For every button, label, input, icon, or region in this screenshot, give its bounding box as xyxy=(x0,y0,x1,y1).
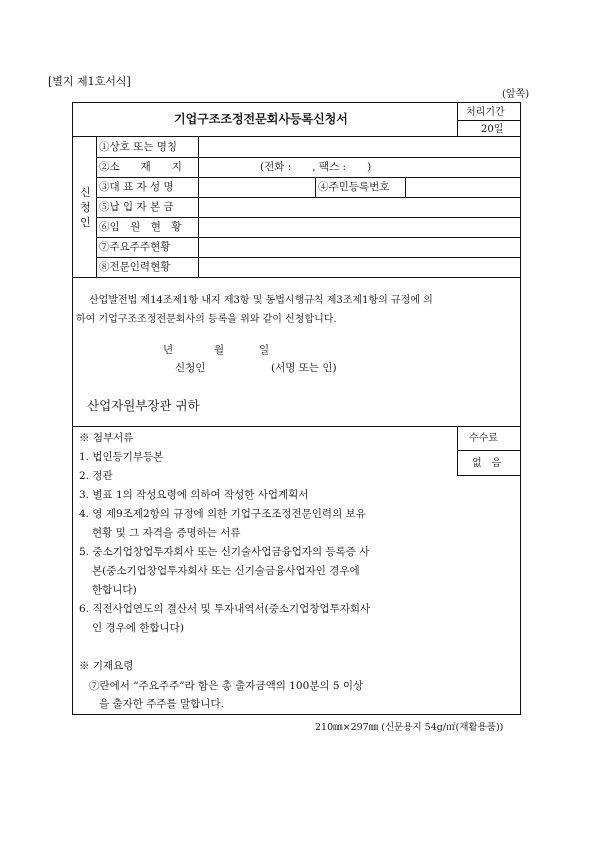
page-side-label: (앞쪽) xyxy=(502,89,530,100)
attachment-item-continued: 본(중소기업창업투자회사 또는 신기술금융사업자인 경우에 xyxy=(92,565,360,577)
date-day-label: 일 xyxy=(259,344,270,356)
field-contact-phone-fax: (전화 : , 팩스 : ) xyxy=(260,161,372,173)
attachment-item: 3. 별표 1의 작성요령에 의하여 작성한 사업계획서 xyxy=(79,489,309,501)
fee-label: 수수료 xyxy=(469,433,498,444)
fee-value: 없 음 xyxy=(472,458,502,469)
applicant-signature-label: 신청인 xyxy=(175,362,206,374)
field-label-professional-staff: ⑧전문인력현황 xyxy=(99,261,171,273)
applicant-label-2: 청 xyxy=(80,201,91,214)
field-label-representative-name: ③대 표 자 성 명 xyxy=(99,181,174,193)
attachment-item-continued: 현황 및 그 자격을 증명하는 서류 xyxy=(92,527,241,539)
signature-or-seal-label: (서명 또는 인) xyxy=(271,362,337,374)
field-label-executives: ⑥임 원 현 황 xyxy=(99,221,182,233)
field-label-company-name: ①상호 또는 명칭 xyxy=(99,141,178,153)
declaration-line-2: 하여 기업구조조정전문회사의 등록을 위와 같이 신청합니다. xyxy=(76,314,337,325)
field-label-paid-in-capital: ⑤납 입 자 본 금 xyxy=(99,201,174,213)
recipient-label: 산업자원부장관 귀하 xyxy=(87,398,200,413)
attachment-item-continued: 한합니다) xyxy=(92,584,137,596)
date-month-label: 월 xyxy=(214,344,225,356)
declaration-line-1: 산업발전법 제14조제1항 내지 제3항 및 동법시행규칙 제3조제1항의 규정에 의 xyxy=(89,295,433,306)
applicant-label-1: 신 xyxy=(80,186,91,199)
attachment-item: 1. 법인등기부등본 xyxy=(79,451,164,463)
applicant-label-3: 인 xyxy=(80,216,91,229)
form-number: [별지 제1호서식] xyxy=(48,75,131,88)
attachment-item: 6. 직전사업연도의 결산서 및 투자내역서(중소기업창업투자회사 xyxy=(79,603,371,615)
field-label-address: ②소 재 지 xyxy=(99,161,182,173)
field-label-resident-number: ④주민등록번호 xyxy=(318,181,390,193)
form-title: 기업구조조정전문회사등록신청서 xyxy=(174,112,348,126)
attachment-item: 5. 중소기업창업투자회사 또는 신기술사업금융업자의 등록증 사 xyxy=(79,546,370,558)
instructions-line-2: 을 출자한 주주를 말합니다. xyxy=(99,698,224,710)
processing-period-value: 20일 xyxy=(481,124,504,135)
attachment-item: 2. 정관 xyxy=(79,470,113,482)
instructions-line-1: ⑦란에서 “주요주주”라 함은 총 출자금액의 100분의 5 이상 xyxy=(89,680,364,692)
attachments-header: ※ 첨부서류 xyxy=(79,432,134,444)
instructions-header: ※ 기재요령 xyxy=(79,660,134,672)
attachment-item: 4. 영 제9조제2항의 규정에 의한 기업구조조정전문인력의 보유 xyxy=(79,508,366,520)
processing-period-label: 처리기간 xyxy=(466,107,505,118)
paper-spec: 210㎜×297㎜ (신문용지 54g/㎡(재활용품)) xyxy=(315,722,504,733)
date-year-label: 년 xyxy=(163,344,174,356)
attachment-item-continued: 인 경우에 한합니다) xyxy=(92,622,184,634)
field-label-major-shareholders: ⑦주요주주현황 xyxy=(99,241,171,253)
